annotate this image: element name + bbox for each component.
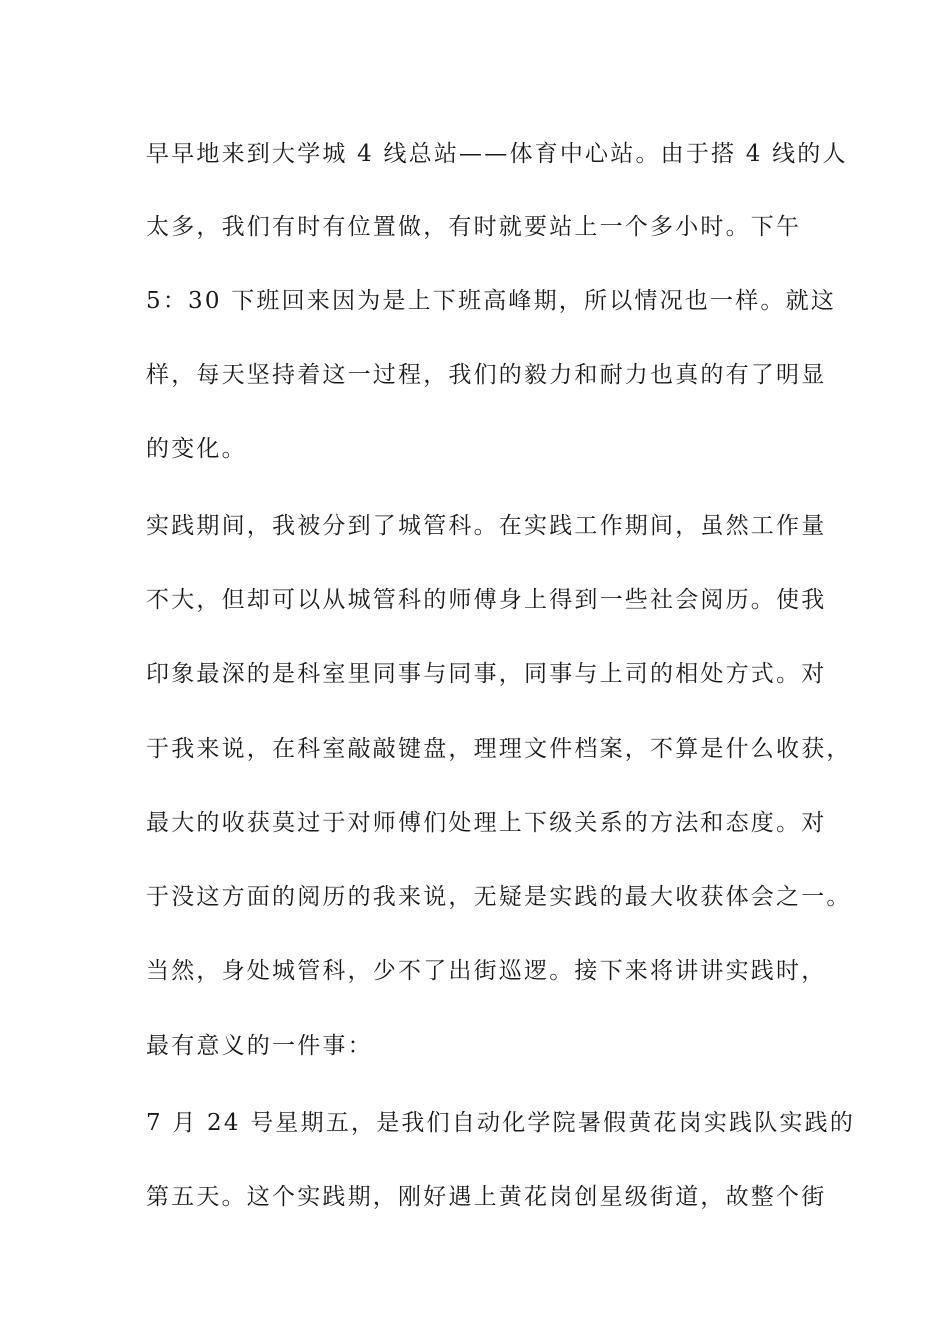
text-line: 第五天。这个实践期，刚好遇上黄花岗创星级街道，故整个街 <box>146 1184 827 1210</box>
text-line: 于我来说，在科室敲敲键盘，理理文件档案，不算是什么收获， <box>146 736 852 762</box>
text-line: 当然，身处城管科，少不了出街巡逻。接下来将讲讲实践时， <box>146 958 827 984</box>
text-line: 最有意义的一件事： <box>146 1033 373 1059</box>
text-line: 7 月 24 号星期五，是我们自动化学院暑假黄花岗实践队实践的 <box>146 1110 856 1136</box>
text-line: 于没这方面的阅历的我来说，无疑是实践的最大收获体会之一。 <box>146 884 852 910</box>
text-line: 最大的收获莫过于对师傅们处理上下级关系的方法和态度。对 <box>146 810 827 836</box>
text-line: 5：30 下班回来因为是上下班高峰期，所以情况也一样。就这 <box>146 288 837 314</box>
text-line: 早早地来到大学城 4 线总站——体育中心站。由于搭 4 线的人 <box>146 141 848 167</box>
text-line: 样，每天坚持着这一过程，我们的毅力和耐力也真的有了明显 <box>146 362 827 388</box>
text-line: 太多，我们有时有位置做，有时就要站上一个多小时。下午 <box>146 214 802 240</box>
text-line: 实践期间，我被分到了城管科。在实践工作期间，虽然工作量 <box>146 513 827 539</box>
text-line: 的变化。 <box>146 436 247 462</box>
text-line: 印象最深的是科室里同事与同事，同事与上司的相处方式。对 <box>146 661 827 687</box>
text-line: 不大，但却可以从城管科的师傅身上得到一些社会阅历。使我 <box>146 587 827 613</box>
